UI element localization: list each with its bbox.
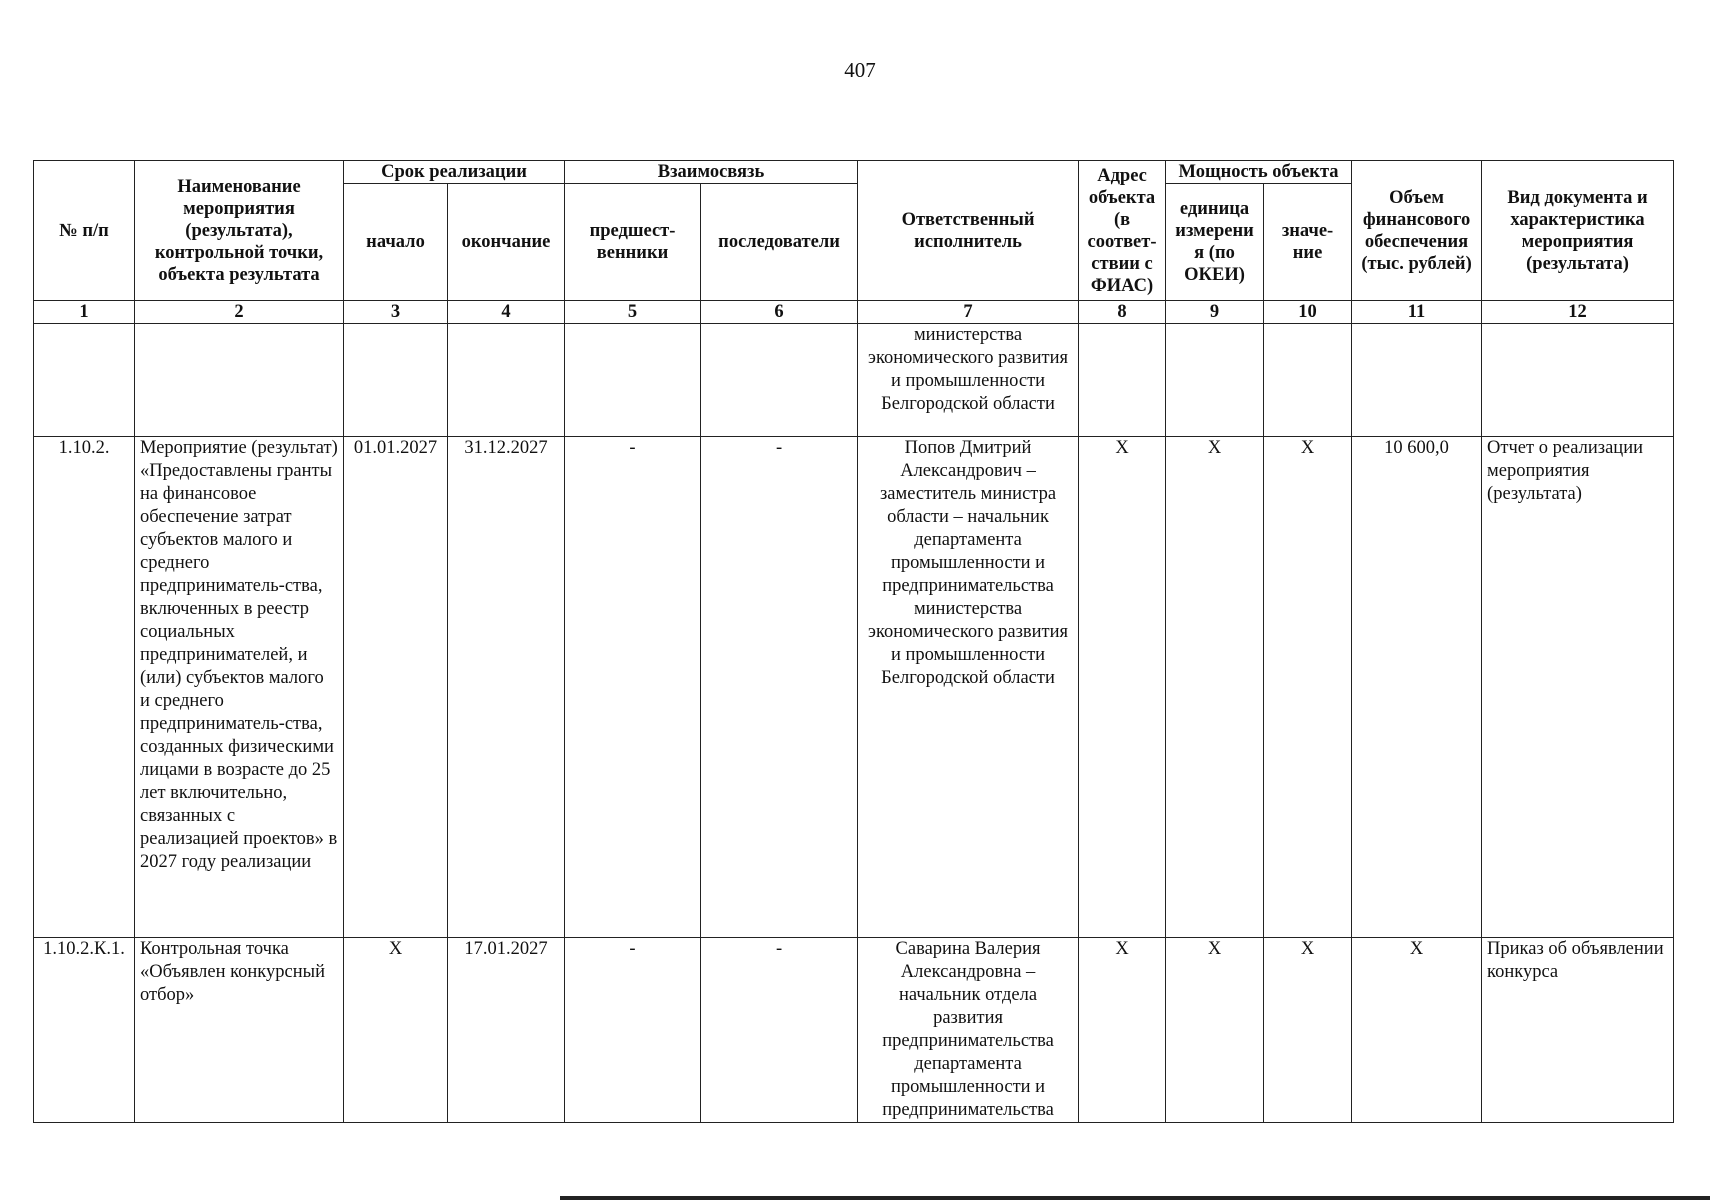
- cell-successors: -: [701, 437, 858, 938]
- table-row: [34, 437, 1674, 938]
- header-document: Вид документа и характеристика мероприятия (результата): [1482, 161, 1674, 301]
- cell-unit: Х: [1166, 437, 1264, 938]
- cell-document: Отчет о реализации мероприятия (результата): [1482, 437, 1674, 938]
- cell-responsible: Попов Дмитрий Александрович – заместитель министра области – начальник департамента промышленности и предпринимательства министерства экономического развития и промышленности Белгородской области: [858, 437, 1079, 938]
- header-predecessors: предшест-венники: [565, 184, 701, 301]
- header-num: № п/п: [34, 161, 135, 301]
- page-edge-divider: [560, 1196, 1710, 1200]
- column-number: 1: [34, 301, 135, 324]
- cell-responsible: Саварина Валерия Александровна – начальник отдела развития предпринимательства департамента промышленности и предпринимательства: [858, 938, 1079, 1123]
- cell-finance: Х: [1352, 938, 1482, 1123]
- cell-start: Х: [344, 938, 448, 1123]
- cell-predecessors: -: [565, 437, 701, 938]
- column-number: 12: [1482, 301, 1674, 324]
- cell-num: 1.10.2.: [34, 437, 135, 938]
- cell-unit: Х: [1166, 938, 1264, 1123]
- column-number: 6: [701, 301, 858, 324]
- cell-value: [1264, 324, 1352, 437]
- column-number: 2: [135, 301, 344, 324]
- cell-value: Х: [1264, 938, 1352, 1123]
- header-group-link: Взаимосвязь: [565, 161, 858, 184]
- table-row: [34, 938, 1674, 1123]
- page-number: 407: [844, 58, 876, 82]
- cell-start: [344, 324, 448, 437]
- cell-finance: [1352, 324, 1482, 437]
- cell-finance: 10 600,0: [1352, 437, 1482, 938]
- cell-end: 31.12.2027: [448, 437, 565, 938]
- cell-name: [135, 324, 344, 437]
- cell-num: 1.10.2.К.1.: [34, 938, 135, 1123]
- header-unit: единица измерения (по ОКЕИ): [1166, 184, 1264, 301]
- cell-predecessors: [565, 324, 701, 437]
- header-value: значе-ние: [1264, 184, 1352, 301]
- table-row: [34, 324, 1674, 437]
- cell-successors: [701, 324, 858, 437]
- cell-end: 17.01.2027: [448, 938, 565, 1123]
- plan-table: [33, 160, 1674, 1123]
- cell-value: Х: [1264, 437, 1352, 938]
- column-number: 9: [1166, 301, 1264, 324]
- column-number: 10: [1264, 301, 1352, 324]
- column-number: 7: [858, 301, 1079, 324]
- cell-predecessors: -: [565, 938, 701, 1123]
- header-finance: Объем финансового обеспечения (тыс. рублей): [1352, 161, 1482, 301]
- cell-address: [1079, 324, 1166, 437]
- header-row-top: [34, 161, 1674, 184]
- header-name: Наименование мероприятия (результата), контрольной точки, объекта результата: [135, 161, 344, 301]
- column-number: 4: [448, 301, 565, 324]
- header-successors: последователи: [701, 184, 858, 301]
- cell-num: [34, 324, 135, 437]
- header-address: Адрес объекта (в соответ-ствии с ФИАС): [1079, 161, 1166, 301]
- cell-name: Мероприятие (результат) «Предоставлены гранты на финансовое обеспечение затрат субъектов малого и среднего предприниматель-ства, включенных в реестр социальных предпринимателей, и (или) субъектов малого и среднего предприниматель-ства, созданных физическими лицами в возрасте до 25 лет включительно, связанных с реализацией проектов» в 2027 году реализации: [135, 437, 344, 938]
- cell-successors: -: [701, 938, 858, 1123]
- column-number: 5: [565, 301, 701, 324]
- column-number: 8: [1079, 301, 1166, 324]
- header-start: начало: [344, 184, 448, 301]
- cell-address: Х: [1079, 437, 1166, 938]
- cell-unit: [1166, 324, 1264, 437]
- cell-address: Х: [1079, 938, 1166, 1123]
- header-group-capacity: Мощность объекта: [1166, 161, 1352, 184]
- cell-name: Контрольная точка «Объявлен конкурсный отбор»: [135, 938, 344, 1123]
- cell-start: 01.01.2027: [344, 437, 448, 938]
- column-number: 11: [1352, 301, 1482, 324]
- cell-end: [448, 324, 565, 437]
- column-number: 3: [344, 301, 448, 324]
- header-group-term: Срок реализации: [344, 161, 565, 184]
- cell-document: Приказ об объявлении конкурса: [1482, 938, 1674, 1123]
- header-end: окончание: [448, 184, 565, 301]
- column-number-row: [34, 301, 1674, 324]
- header-responsible: Ответственный исполнитель: [858, 161, 1079, 301]
- cell-document: [1482, 324, 1674, 437]
- cell-responsible: министерства экономического развития и промышленности Белгородской области: [858, 324, 1079, 437]
